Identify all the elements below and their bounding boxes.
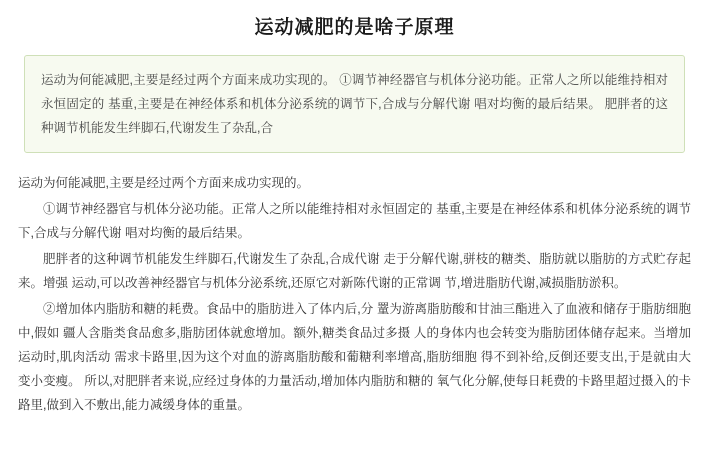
summary-box [24, 55, 685, 153]
summary-text: 运动为何能减肥,主要是经过两个方面来成功实现的。 ①调节神经器官与机体分泌功能。正常人之所以能维持相对永恒固定的 基重,主要是在神经体系和机体分泌系统的调节下,合成与分解代谢 唱对均衡的最后结果。 肥胖者的这种调节机能发生绊脚石,代谢发生了杂乱,合 [41, 73, 668, 135]
body-paragraph: ②增加体内脂肪和糖的耗费。食品中的脂肪进入了体内后,分 罿为游离脂肪酸和甘油三酯进入了血液和储存于脂肪细胞中,假如 疆人含脂类食品愈多,脂肪团体就愈增加。额外,糖类食品过多摄 人的身体内也会转变为脂肪团体储存起来。当增加运动时,肌肉活动 需求卡路里,因为这个对血的游离脂肪酸和葡糖利率增高,脂肪细胞 得不到补给,反倒还要支出,于是就由大变小变瘦。 所以,对肥胖者来说,应经过身体的力量活动,增加体内脂肪和糖的 氧气化分解,使每日耗费的卡路里超过摄入的卡路里,做到入不敷出,能力减缓身体的重量。 [18, 302, 691, 412]
article-body [18, 171, 691, 417]
document-page [0, 12, 709, 456]
body-paragraph: ①调节神经器官与机体分泌功能。正常人之所以能维持相对永恒固定的 基重,主要是在神经体系和机体分泌系统的调节下,合成与分解代谢 唱对均衡的最后结果。 [18, 202, 691, 240]
body-paragraph: 运动为何能减肥,主要是经过两个方面来成功实现的。 [18, 176, 309, 190]
page-title: 运动减肥的是啥子原理 [254, 17, 455, 38]
body-paragraph: 肥胖者的这种调节机能发生绊脚石,代谢发生了杂乱,合成代谢 走于分解代谢,骈枝的糖类、脂肪就以脂肪的方式贮存起来。增强 运动,可以改善神经器官与机体分泌系统,还原它对新陈代谢的正常调 节,增进脂肪代谢,减损脂肪淤积。 [18, 252, 691, 290]
